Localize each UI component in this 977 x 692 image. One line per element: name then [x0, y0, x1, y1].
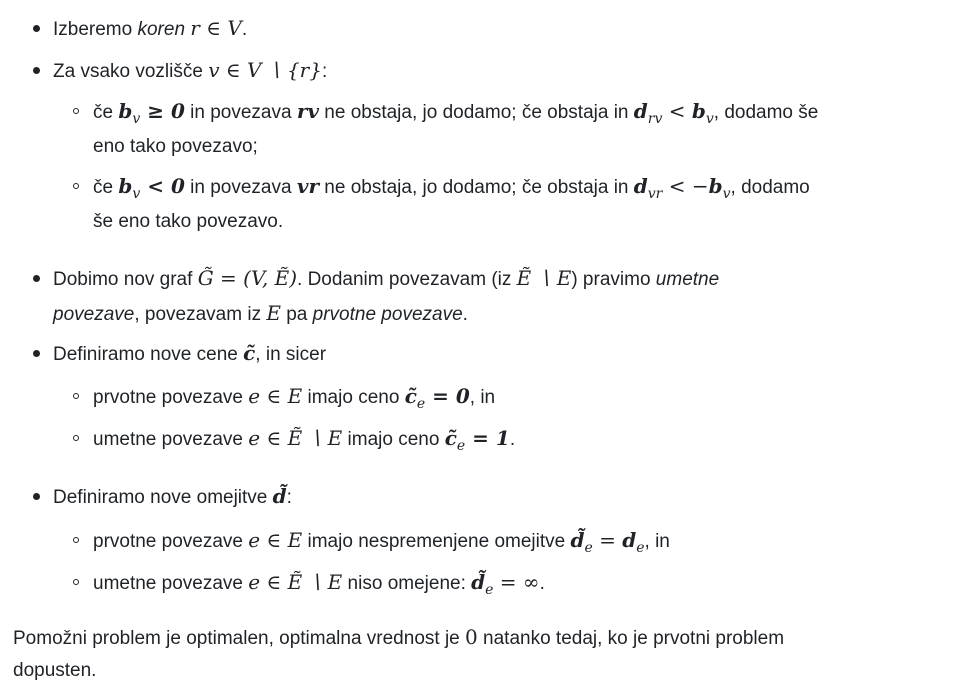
- math-sub: e: [456, 438, 466, 454]
- math-eq-inf: = ∞: [493, 570, 540, 594]
- circle-bullet-icon: [73, 108, 79, 114]
- text: .: [539, 573, 545, 594]
- math-b: b: [691, 99, 706, 123]
- math-sub: vr: [647, 186, 663, 202]
- text: , dodamo še: [713, 102, 819, 123]
- sublist-item-limit-original: [93, 526, 670, 554]
- text: prvotne povezave: [93, 531, 249, 552]
- text: . Dodanim povezavam (iz: [297, 269, 517, 290]
- term-umetne: umetne: [655, 269, 720, 290]
- bullet-icon: [33, 350, 40, 357]
- sublist-item-positive: [93, 97, 818, 125]
- text: Pomožni problem je optimalen, optimalna vrednost je: [13, 628, 466, 649]
- math-vr: vr: [296, 174, 320, 198]
- text: umetne povezave: [93, 429, 249, 450]
- text: Definiramo nove omejitve: [53, 487, 273, 508]
- bullet-icon: [33, 275, 40, 282]
- math-geq-zero: ≥ 0: [140, 99, 185, 123]
- math-sub: e: [485, 582, 494, 598]
- math-e: E: [266, 301, 281, 325]
- text: ne obstaja, jo dodamo; če obstaja in: [319, 102, 634, 123]
- math-r-in-v: r ∈ V: [190, 16, 242, 40]
- text: .: [509, 429, 516, 450]
- math-sub: e: [636, 540, 645, 556]
- list-item-costs: [53, 339, 326, 367]
- text: , in: [469, 387, 496, 408]
- text: Za vsako vozlišče: [53, 61, 209, 82]
- math-lt-neg: < −: [662, 174, 709, 198]
- text: če: [93, 102, 119, 123]
- text: ) pravimo: [571, 269, 656, 290]
- math-d-tilde: d̃: [570, 528, 585, 552]
- math-eq-one: = 1: [465, 426, 510, 450]
- text: ne obstaja, jo dodamo; če obstaja in: [319, 177, 634, 198]
- text: pa: [280, 304, 313, 325]
- text: niso omejene:: [342, 573, 472, 594]
- list-item-new-graph: [53, 264, 719, 292]
- text: .: [462, 304, 468, 325]
- math-sub: v: [132, 186, 141, 202]
- math-d-tilde: d̃: [471, 570, 486, 594]
- text: :: [286, 487, 292, 508]
- text: dopusten.: [13, 660, 97, 681]
- list-item-limits: [53, 482, 292, 510]
- math-e-in-diff: e ∈ Ẽ ∖ E: [248, 426, 343, 450]
- math-d: d: [633, 99, 648, 123]
- text: natanko tedaj, ko je prvotni problem: [477, 628, 785, 649]
- math-eq-zero: = 0: [425, 384, 470, 408]
- sublist-item-negative-cont: [93, 208, 283, 236]
- text: , in sicer: [255, 344, 327, 365]
- text: umetne povezave: [93, 573, 249, 594]
- math-c-tilde: c̃: [444, 426, 457, 450]
- math-d-tilde: d̃: [272, 484, 287, 508]
- math-lt-zero: < 0: [140, 174, 185, 198]
- sublist-item-cost-original: [93, 382, 495, 410]
- text: in povezava: [184, 102, 297, 123]
- text: eno tako povezavo;: [93, 136, 258, 157]
- math-eq: =: [592, 528, 623, 552]
- text: imajo nespremenjene omejitve: [302, 531, 571, 552]
- list-item-root: [53, 14, 247, 42]
- circle-bullet-icon: [73, 435, 79, 441]
- math-zero: 0: [465, 625, 478, 649]
- text: , povezavam iz: [134, 304, 267, 325]
- conclusion-paragraph-cont: [13, 657, 96, 685]
- text: še eno tako povezavo.: [93, 211, 284, 232]
- math-b: b: [118, 99, 133, 123]
- term-koren: koren: [137, 19, 186, 40]
- conclusion-paragraph: [13, 623, 784, 651]
- text: , in: [644, 531, 670, 552]
- math-sub: rv: [647, 111, 663, 127]
- term-povezave: povezave: [53, 304, 135, 325]
- math-sub: v: [722, 186, 731, 202]
- math-lt: <: [662, 99, 692, 123]
- list-item-vertices: [53, 56, 327, 84]
- math-c-tilde: c̃: [404, 384, 417, 408]
- text: :: [321, 61, 328, 82]
- bullet-icon: [33, 67, 40, 74]
- math-sub: e: [584, 540, 593, 556]
- sublist-item-cost-artificial: [93, 424, 515, 452]
- circle-bullet-icon: [73, 393, 79, 399]
- text: , dodamo: [730, 177, 810, 198]
- math-e-in-diff: e ∈ Ẽ ∖ E: [248, 570, 343, 594]
- circle-bullet-icon: [73, 537, 79, 543]
- math-sub: e: [416, 396, 426, 412]
- sublist-item-positive-cont: [93, 133, 258, 161]
- bullet-icon: [33, 25, 40, 32]
- math-rv: rv: [296, 99, 320, 123]
- text: .: [241, 19, 248, 40]
- sublist-item-limit-artificial: [93, 568, 545, 596]
- term-prvotne: prvotne povezave: [312, 304, 463, 325]
- math-sub: v: [132, 111, 141, 127]
- circle-bullet-icon: [73, 183, 79, 189]
- math-b: b: [118, 174, 133, 198]
- math-c-tilde: c̃: [243, 341, 256, 365]
- math-v-set: v ∈ V ∖ {r}: [208, 58, 322, 82]
- text: prvotne povezave: [93, 387, 249, 408]
- text: Izberemo: [53, 19, 138, 40]
- math-sub: v: [705, 111, 714, 127]
- sublist-item-negative: [93, 172, 810, 200]
- math-edges-diff: Ẽ ∖ E: [516, 266, 572, 290]
- math-graph: G̃ = (V, Ẽ): [197, 266, 298, 290]
- text: Definiramo nove cene: [53, 344, 244, 365]
- bullet-icon: [33, 493, 40, 500]
- math-e-in-e: e ∈ E: [248, 528, 303, 552]
- circle-bullet-icon: [73, 579, 79, 585]
- list-item-new-graph-cont: [53, 299, 468, 327]
- math-e-in-e: e ∈ E: [248, 384, 303, 408]
- text: če: [93, 177, 119, 198]
- text: imajo ceno: [302, 387, 405, 408]
- text: Dobimo nov graf: [53, 269, 198, 290]
- math-b: b: [708, 174, 723, 198]
- math-d: d: [622, 528, 637, 552]
- text: imajo ceno: [342, 429, 445, 450]
- math-d: d: [633, 174, 648, 198]
- text: in povezava: [184, 177, 297, 198]
